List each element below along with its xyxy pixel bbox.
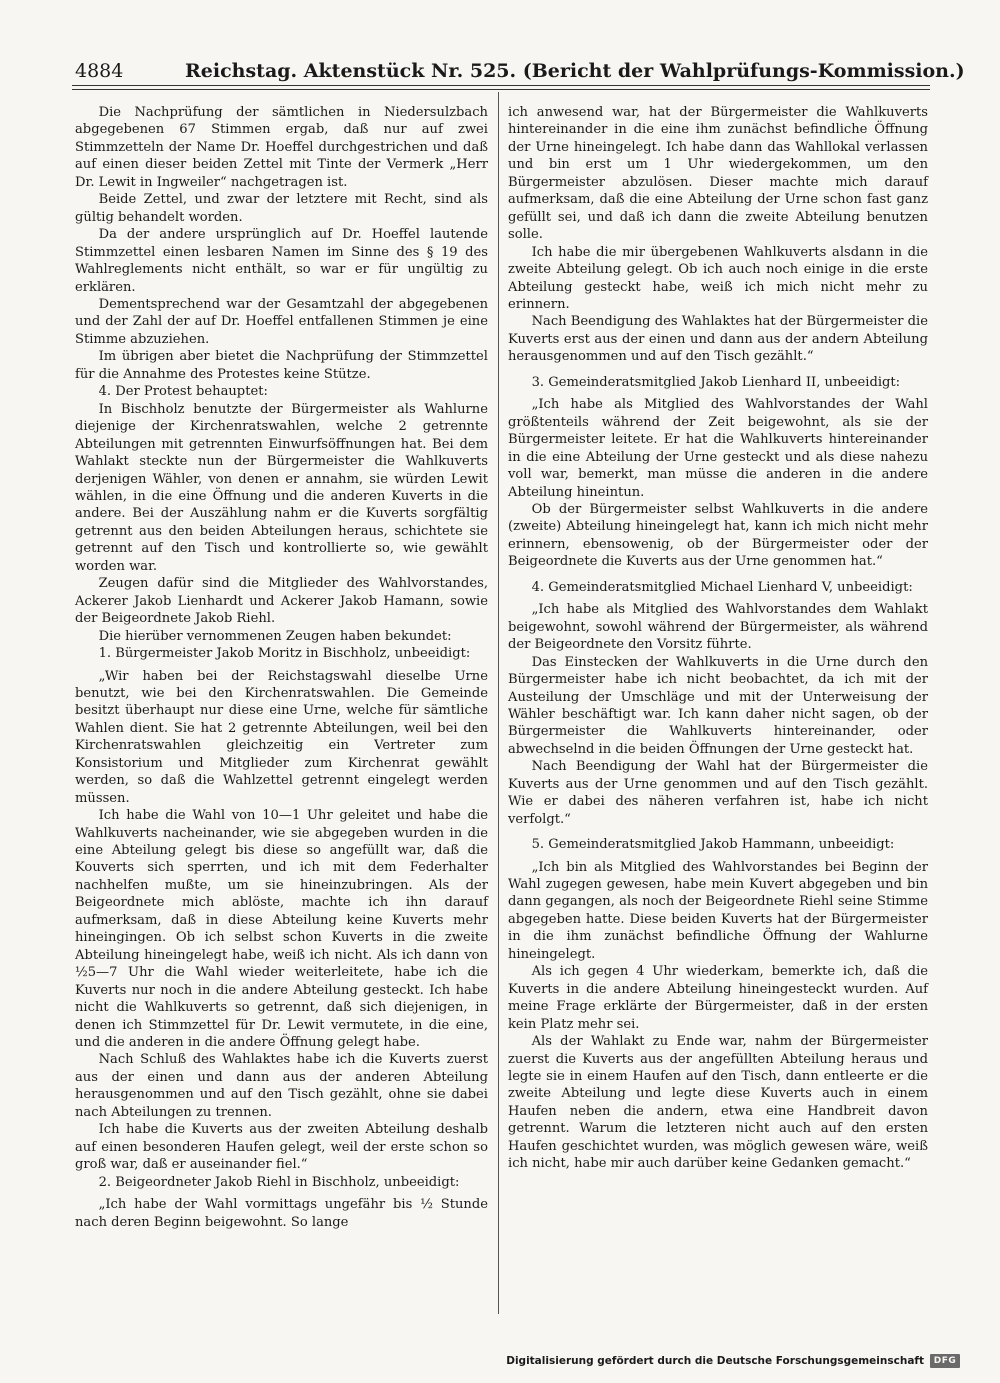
quote-paragraph: „Ich habe als Mitglied des Wahlvorstandes dem Wahlakt beigewohnt, sowohl während der Bürgermeister, als während der Beigeordnete den Vorsitz führte. (508, 602, 928, 653)
quote-paragraph: Das Einstecken der Wahlkuverts in die Urne durch den Bürgermeister habe ich nicht beobachtet, da ich mit der Austeilung der Umschläge und mit der Unterweisung der Wähler beschäftigt war. Ich kann daher nicht sagen, ob der Bürgermeister die Wahlkuverts hintereinander, oder abwechselnd in die beiden Öffnungen der Urne gesteckt hat. (508, 654, 928, 757)
quote-paragraph: Nach Beendigung des Wahlaktes hat der Bürgermeister die Kuverts erst aus der einen und dann aus der andern Abteilung herausgenommen und auf den Tisch gezählt.“ (508, 314, 928, 365)
paragraph: Zeugen dafür sind die Mitglieder des Wahlvorstandes, Ackerer Jakob Lienhardt und Ackerer Jakob Hamann, sowie der Beigeordnete Jakob Riehl. (75, 576, 488, 627)
witness-heading: 4. Gemeinderatsmitglied Michael Lienhard V, unbeeidigt: (531, 579, 913, 595)
paragraph: Die hierüber vernommenen Zeugen haben bekundet: (98, 628, 452, 644)
quote-paragraph: „Ich habe der Wahl vormittags ungefähr bis ½ Stunde nach deren Beginn beigewohnt. So lange (75, 1197, 488, 1230)
paragraph: Beide Zettel, und zwar der letztere mit Recht, sind als gültig behandelt worden. (75, 192, 488, 225)
paragraph: In Bischholz benutzte der Bürgermeister als Wahlurne diejenige der Kirchenratswahlen, welche 2 getrennte Abteilungen mit getrennten Einwurfsöffnungen hat. Bei dem Wahlakt steckte nun der Bürgermeister die Wahlkuverts derjenigen Wähler, von denen er annahm, sie würden Lewit wählen, in die eine Öffnung und die anderen Kuverts in die andere. Bei der Auszählung nahm er die Kuverts sorgfältig getrennt aus den beiden Abteilungen heraus, schichtete sie getrennt auf den Tisch und kontrollierte so, wie gewählt worden war. (75, 401, 488, 574)
digitization-footer (506, 1354, 960, 1368)
quote-paragraph: Als ich gegen 4 Uhr wiederkam, bemerkte ich, daß die Kuverts in die andere Abteilung hineingesteckt wurden. Auf meine Frage erklärte der Bürgermeister, daß in der ersten kein Platz mehr sei. (508, 964, 928, 1032)
quote-paragraph: Ich habe die mir übergebenen Wahlkuverts alsdann in die zweite Abteilung gelegt. Ob ich auch noch einige in die erste Abteilung gesteckt habe, weiß ich mich nicht mehr zu erinnern. (508, 244, 928, 312)
quote-paragraph: Nach Beendigung der Wahl hat der Bürgermeister die Kuverts aus der Urne genommen und auf den Tisch gezählt. Wie er dabei des näheren verfahren ist, habe ich nicht verfolgt.“ (508, 759, 928, 827)
page-number: 4884 (75, 60, 124, 82)
dfg-logo: DFG (930, 1354, 960, 1368)
column-divider (498, 92, 499, 1314)
paragraph: 4. Der Protest behauptet: (98, 384, 268, 400)
witness-heading: 2. Beigeordneter Jakob Riehl in Bischholz, unbeeidigt: (98, 1174, 460, 1190)
quote-paragraph: Als der Wahlakt zu Ende war, nahm der Bürgermeister zuerst die Kuverts aus der angefüllten Abteilung heraus und legte sie in einem Haufen auf den Tisch, dann entleerte er die zweite Abteilung und legte diese Kuverts auch in einem Haufen neben die andern, etwa eine Handbreit davon getrennt. Warum die letzteren nicht auch auf den ersten Haufen geschichtet wurden, was möglich gewesen wäre, weiß ich nicht, habe mir auch darüber keine Gedanken gemacht.“ (508, 1034, 928, 1172)
quote-paragraph: Ob der Bürgermeister selbst Wahlkuverts in die andere (zweite) Abteilung hineingelegt hat, kann ich mich nicht mehr erinnern, ebensowenig, ob der Bürgermeister oder der Beigeordnete die Kuverts aus der Urne genommen hat.“ (508, 501, 928, 570)
right-column (508, 104, 928, 1173)
paragraph: Da der andere ursprünglich auf Dr. Hoeffel lautende Stimmzettel einen lesbaren Namen im Sinne des § 19 des Wahlreglements nicht enthält, so war er für ungültig zu erklären. (75, 227, 488, 295)
quote-paragraph: Nach Schluß des Wahlaktes habe ich die Kuverts zuerst aus der einen und dann aus der anderen Abteilung herausgenommen und auf den Tisch gezählt, ohne sie dabei nach Abteilungen zu trennen. (75, 1052, 488, 1120)
left-column (75, 104, 488, 1231)
footer-note: Digitalisierung gefördert durch die Deutsche Forschungsgemeinschaft (506, 1355, 924, 1367)
quote-paragraph: ich anwesend war, hat der Bürgermeister die Wahlkuverts hintereinander in die eine ihm zunächst befindliche Öffnung der Urne hineingelegt. Ich habe dann das Wahllokal verlassen und bin erst um 1 Uhr wiedergekommen, um den Bürgermeister abzulösen. Dieser machte mich darauf aufmerksam, daß die eine Abteilung der Urne schon fast ganz gefüllt sei, und daß ich dann die zweite Abteilung benutzen solle. (508, 105, 928, 243)
header-rule-double (72, 89, 930, 90)
quote-paragraph: „Wir haben bei der Reichstagswahl dieselbe Urne benutzt, wie bei den Kirchenratswahlen. Die Gemeinde besitzt überhaupt nur diese eine Urne, welche für sämtliche Wahlen dient. Sie hat 2 getrennte Abteilungen, weil bei den Kirchenratswahlen gleichzeitig ein Vertreter zum Konsistorium und Mitglieder zum Kirchenrat gewählt werden, so daß die Wahlzettel getrennt eingelegt werden müssen. (75, 668, 488, 806)
quote-paragraph: Ich habe die Wahl von 10—1 Uhr geleitet und habe die Wahlkuverts nacheinander, wie sie abgegeben wurden in die eine Abteilung gelegt bis diese so angefüllt war, daß die Kouverts sich sperrten, und ich mit dem Federhalter nachhelfen mußte, um sie hineinzubringen. Als der Beigeordnete mich ablöste, machte ich ihn darauf aufmerksam, daß in diese Abteilung keine Kuverts mehr hineingingen. Ob ich selbst schon Kuverts in die zweite Abteilung hineingelegt habe, weiß ich nicht. Als ich dann von ½5—7 Uhr die Wahl wieder weiterleitete, habe ich die Kuverts nur noch in die andere Abteilung gesteckt. Ich habe nicht die Wahlkuverts so getrennt, daß sich diejenigen, in denen ich Stimmzettel für Dr. Lewit vermutete, in die eine, und die anderen in die andere Öffnung gelegt habe. (75, 808, 488, 1051)
witness-heading: 5. Gemeinderatsmitglied Jakob Hammann, unbeeidigt: (531, 837, 895, 853)
quote-paragraph: „Ich bin als Mitglied des Wahlvorstandes bei Beginn der Wahl zugegen gewesen, habe mein Kuvert abgegeben und bin dann gegangen, als noch der Beigeordnete Riehl seine Stimme abgegeben hatte. Diese beiden Kuverts hat der Bürgermeister in die ihm zunächst befindliche Öffnung der Wahlurne hineingelegt. (508, 859, 928, 962)
header-rule (72, 85, 930, 86)
witness-heading: 1. Bürgermeister Jakob Moritz in Bischholz, unbeeidigt: (98, 646, 471, 662)
paragraph: Im übrigen aber bietet die Nachprüfung der Stimmzettel für die Annahme des Protestes keine Stütze. (75, 349, 488, 382)
witness-heading: 3. Gemeinderatsmitglied Jakob Lienhard II, unbeeidigt: (531, 374, 901, 390)
quote-paragraph: Ich habe die Kuverts aus der zweiten Abteilung deshalb auf einen besonderen Haufen gelegt, weil der erste schon so groß war, daß er auseinander fiel.“ (75, 1122, 488, 1173)
paragraph: Dementsprechend war der Gesamtzahl der abgegebenen und der Zahl der auf Dr. Hoeffel entfallenen Stimmen je eine Stimme abzuziehen. (75, 296, 488, 347)
paragraph: Die Nachprüfung der sämtlichen in Niedersulzbach abgegebenen 67 Stimmen ergab, daß nur auf zwei Stimmzetteln der Name Dr. Hoeffel durchgestrichen und daß auf einen dieser beiden Zettel mit Tinte der Vermerk „Herr Dr. Lewit in Ingweiler“ nachgetragen ist. (75, 105, 488, 190)
quote-paragraph: „Ich habe als Mitglied des Wahlvorstandes der Wahl größtenteils während der Zeit beigewohnt, als sie der Bürgermeister leitete. Er hat die Wahlkuverts hintereinander in die eine Abteilung der Urne gesteckt und als diese nahezu voll war, bemerkt, man müsse die anderen in die andere Abteilung hineintun. (508, 397, 928, 500)
running-head: Reichstag. Aktenstück Nr. 525. (Bericht der Wahlprüfungs-Kommission.) (185, 60, 965, 82)
